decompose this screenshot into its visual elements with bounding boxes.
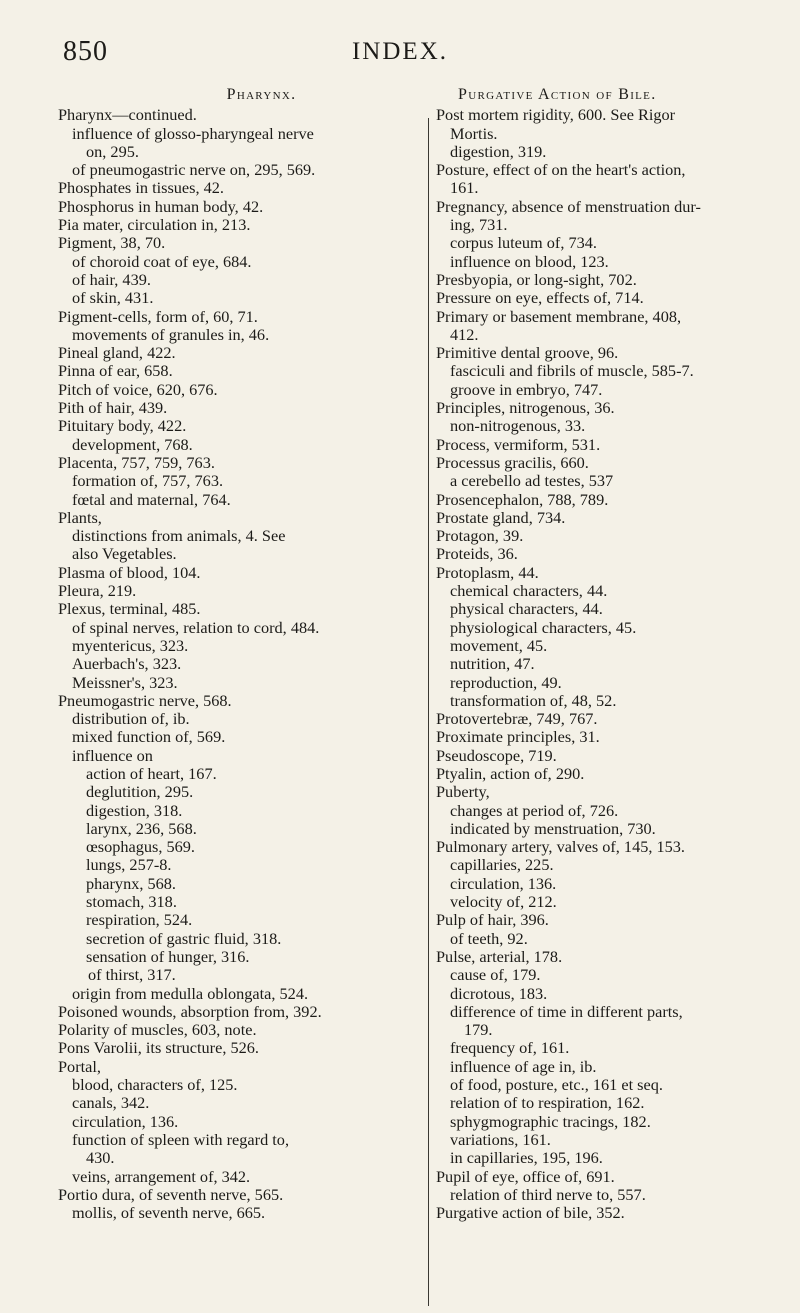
index-entry: origin from medulla oblongata, 524. [72,983,309,1003]
index-entry: Pseudoscope, 719. [436,745,557,765]
index-entry: Proteids, 36. [436,544,518,564]
index-entry: blood, characters of, 125. [72,1075,238,1095]
index-entry: Phosphorus in human body, 42. [58,196,264,216]
index-entry: Phosphates in tissues, 42. [58,178,224,198]
index-entry: Pons Varolii, its structure, 526. [58,1038,259,1058]
index-entry: formation of, 757, 763. [72,471,224,491]
index-entry: physiological characters, 45. [450,617,637,637]
index-entry: influence of age in, ib. [450,1056,597,1076]
index-entry: of skin, 431. [72,288,154,308]
index-entry: relation of to respiration, 162. [450,1093,645,1113]
index-entry: Pulp of hair, 396. [436,910,549,930]
index-entry: reproduction, 49. [450,672,562,692]
index-entry: Placenta, 757, 759, 763. [58,452,215,472]
index-entry: Pleura, 219. [58,581,137,601]
index-entry: Auerbach's, 323. [72,654,182,674]
index-entry: development, 768. [72,434,193,454]
index-entry: also Vegetables. [72,544,177,564]
index-entry: Protovertebræ, 749, 767. [436,709,598,729]
index-entry: Pneumogastric nerve, 568. [58,690,232,710]
index-entry: lungs, 257-8. [86,855,172,875]
index-entry: Poisoned wounds, absorption from, 392. [58,1001,322,1021]
index-entry: Pia mater, circulation in, 213. [58,215,251,235]
index-entry: Pigment-cells, form of, 60, 71. [58,306,258,326]
index-entry: of food, posture, etc., 161 et seq. [450,1075,663,1095]
index-entry: of thirst, 317. [88,965,176,985]
index-entry: indicated by menstruation, 730. [450,818,656,838]
index-entry: variations, 161. [450,1129,551,1149]
index-entry: Pineal gland, 422. [58,343,176,363]
index-entry: 430. [86,1148,115,1168]
index-entry: Polarity of muscles, 603, note. [58,1020,257,1040]
index-entry: relation of third nerve to, 557. [450,1184,646,1204]
index-entry: capillaries, 225. [450,855,554,875]
right-column-heading: Purgative Action of Bile. [458,86,657,103]
index-entry: distribution of, ib. [72,709,190,729]
index-entry: of pneumogastric nerve on, 295, 569. [72,160,316,180]
index-entry: circulation, 136. [450,873,557,893]
index-entry: Prosencephalon, 788, 789. [436,489,609,509]
index-entry: Portal, [58,1056,101,1076]
index-entry: non-nitrogenous, 33. [450,416,586,436]
index-entry: transformation of, 48, 52. [450,690,617,710]
index-entry: Puberty, [436,782,490,802]
index-entry: Meissner's, 323. [72,672,178,692]
left-column-heading: Pharynx. [226,86,297,103]
index-entry: digestion, 318. [86,800,183,820]
right-column-entries [436,106,788,1222]
index-entry: Ptyalin, action of, 290. [436,763,585,783]
index-entry: groove in embryo, 747. [450,379,603,399]
index-entry: velocity of, 212. [450,892,557,912]
index-entry: Protagon, 39. [436,526,524,546]
index-entry: sensation of hunger, 316. [86,946,250,966]
index-entry: of spinal nerves, relation to cord, 484. [72,617,320,637]
index-entry: changes at period of, 726. [450,800,619,820]
index-entry: Posture, effect of on the heart's action, [436,160,686,180]
index-entry: Portio dura, of seventh nerve, 565. [58,1184,284,1204]
index-entry: Purgative action of bile, 352. [436,1203,625,1223]
index-entry: in capillaries, 195, 196. [450,1148,603,1168]
index-entry: Plasma of blood, 104. [58,562,201,582]
index-entry: Pigment, 38, 70. [58,233,166,253]
index-entry: of choroid coat of eye, 684. [72,251,252,271]
index-entry: circulation, 136. [72,1111,179,1131]
index-entry: cause of, 179. [450,965,541,985]
index-entry: digestion, 319. [450,141,547,161]
index-entry: influence of glosso-pharyngeal nerve [72,123,314,143]
column-divider [428,118,429,1306]
index-entry: respiration, 524. [86,910,193,930]
index-entry: Proximate principles, 31. [436,727,600,747]
index-entry: mixed function of, 569. [72,727,226,747]
index-entry: œsophagus, 569. [86,837,195,857]
index-entry: movement, 45. [450,635,548,655]
index-entry: chemical characters, 44. [450,581,608,601]
index-entry: action of heart, 167. [86,763,217,783]
index-entry: Prostate gland, 734. [436,507,566,527]
index-entry: a cerebello ad testes, 537 [450,471,614,491]
index-entry: dicrotous, 183. [450,983,548,1003]
index-entry: Plexus, terminal, 485. [58,599,201,619]
index-entry: influence on blood, 123. [450,251,609,271]
page-number: 850 [63,36,108,67]
index-entry: deglutition, 295. [86,782,194,802]
index-entry: Post mortem rigidity, 600. See Rigor [436,105,676,125]
index-entry: fœtal and maternal, 764. [72,489,231,509]
index-entry: Pinna of ear, 658. [58,361,173,381]
index-entry: frequency of, 161. [450,1038,570,1058]
left-column-entries [58,106,425,1222]
index-entry: Plants, [58,507,102,527]
index-entry: Pulse, arterial, 178. [436,946,563,966]
index-entry: Primary or basement membrane, 408, [436,306,682,326]
index-entry: Pitch of voice, 620, 676. [58,379,218,399]
index-entry: stomach, 318. [86,892,177,912]
index-entry: Pulmonary artery, valves of, 145, 153. [436,837,685,857]
index-entry: nutrition, 47. [450,654,535,674]
left-column [58,86,425,1222]
index-entry: Mortis. [450,123,498,143]
index-entry: sphygmographic tracings, 182. [450,1111,651,1131]
right-column [436,86,788,1222]
index-entry: Pituitary body, 422. [58,416,187,436]
index-entry: physical characters, 44. [450,599,603,619]
index-entry: Protoplasm, 44. [436,562,539,582]
index-entry: fasciculi and fibrils of muscle, 585-7. [450,361,694,381]
index-entry: 412. [450,324,479,344]
index-entry: Primitive dental groove, 96. [436,343,619,363]
page-header [0,36,800,76]
index-entry: mollis, of seventh nerve, 665. [72,1203,266,1223]
index-entry: of hair, 439. [72,269,151,289]
index-entry: 179. [464,1020,493,1040]
index-entry: movements of granules in, 46. [72,324,270,344]
index-entry: larynx, 236, 568. [86,818,197,838]
index-entry: Principles, nitrogenous, 36. [436,398,615,418]
index-entry: ing, 731. [450,215,508,235]
index-entry: myentericus, 323. [72,635,189,655]
index-entry: Process, vermiform, 531. [436,434,601,454]
index-entry: 161. [450,178,479,198]
index-entry: distinctions from animals, 4. See [72,526,286,546]
index-entry: Pupil of eye, office of, 691. [436,1166,615,1186]
index-entry: corpus luteum of, 734. [450,233,597,253]
index-entry: Pressure on eye, effects of, 714. [436,288,644,308]
index-entry: Pregnancy, absence of menstruation dur- [436,196,701,216]
index-entry: Pharynx—continued. [58,105,197,125]
index-entry: secretion of gastric fluid, 318. [86,928,282,948]
index-entry: Presbyopia, or long-sight, 702. [436,269,637,289]
index-entry: canals, 342. [72,1093,150,1113]
index-entry: function of spleen with regard to, [72,1129,290,1149]
page-title: INDEX. [351,38,448,65]
index-entry: influence on [72,745,153,765]
index-entry: on, 295. [86,141,139,161]
index-entry: difference of time in different parts, [450,1001,683,1021]
index-entry: Processus gracilis, 660. [436,452,589,472]
index-entry: veins, arrangement of, 342. [72,1166,251,1186]
index-entry: Pith of hair, 439. [58,398,168,418]
index-entry: pharynx, 568. [86,873,176,893]
index-entry: of teeth, 92. [450,928,528,948]
